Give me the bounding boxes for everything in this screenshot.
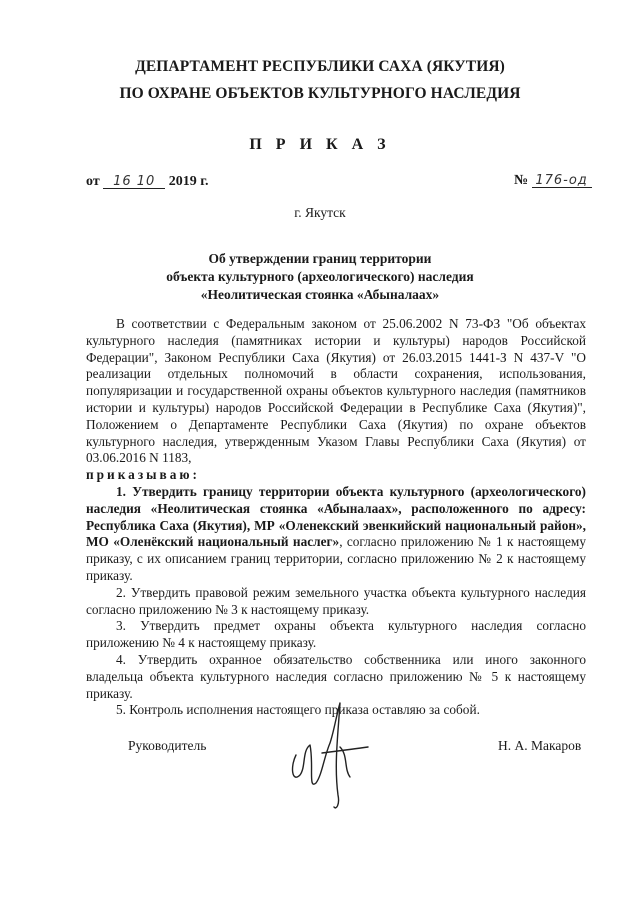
- preamble-paragraph: В соответствии с Федеральным законом от 25.06.2002 N 73-ФЗ "Об объектах культурного наследия (памятниках истории и культуры) народов Российской Федерации", Законом Республики Саха (Якутия) от 26.03.2015 1441-З N 437-V "О реализации отдельных полномочий в области сохранения, использования, популяризации и государственной охраны объектов культурного наследия (памятников истории и культуры) народов Российской Федерации в Республике Саха (Якутия)", Положением о Департаменте Республики Саха (Якутия) по охране объектов культурного наследия, утвержденным Указом Главы Республики Саха (Якутия) от 03.06.2016 N 1183,: [86, 316, 586, 466]
- item-1-bold: 1. Утвердить границу территории объекта культурного (археологического) наследия «Неолитическая стоянка «Абыналаах», расположенного по адресу: Республика Саха (Якутия), МР «Оленекский эвенкийский национальный район», МО «Оленёкский национальный наслег»: [86, 483, 586, 550]
- city: г. Якутск: [294, 205, 346, 220]
- item-1-rest: , согласно приложению № 1 к настоящему приказу, с их описанием границ территории, согласно приложению № 2 к настоящему приказу.: [86, 534, 586, 583]
- signature-handwritten: [278, 695, 378, 815]
- order-date: [86, 174, 208, 190]
- item-2: 2. Утвердить правовой режим земельного участка объекта культурного наследия согласно приложению № 3 к настоящему приказу.: [86, 584, 586, 617]
- subject-line2: объекта культурного (археологического) наследия: [166, 269, 474, 284]
- order-body: [86, 316, 586, 719]
- subject-line3: «Неолитическая стоянка «Абыналаах»: [200, 287, 440, 302]
- order-word: приказываю:: [86, 467, 200, 483]
- date-year: 2019 г.: [168, 174, 209, 189]
- item-3: 3. Утвердить предмет охраны объекта культурного наследия согласно приложению № 4 к настоящему приказу.: [86, 618, 586, 651]
- signature-name: Н. А. Макаров: [498, 738, 582, 753]
- subject-line1: Об утверждении границ территории: [208, 251, 432, 266]
- item-4: 4. Утвердить охранное обязательство собственника или иного законного владельца объекта культурного наследия согласно приложению № 5 к настоящему приказу.: [86, 651, 586, 701]
- document-type-title: П Р И К А З: [249, 136, 391, 153]
- date-handwritten: 16 10: [103, 175, 165, 189]
- signature-role: Руководитель: [128, 738, 207, 753]
- department-name-line2: ПО ОХРАНЕ ОБЪЕКТОВ КУЛЬТУРНОГО НАСЛЕДИЯ: [119, 85, 521, 102]
- date-prefix: от: [86, 174, 100, 189]
- item-1: [86, 484, 586, 585]
- department-name-line1: ДЕПАРТАМЕНТ РЕСПУБЛИКИ САХА (ЯКУТИЯ): [135, 58, 505, 75]
- item-5: 5. Контроль исполнения настоящего приказа оставляю за собой.: [116, 702, 480, 718]
- number-handwritten: 176-од: [532, 174, 592, 188]
- order-number: [514, 173, 592, 189]
- number-prefix: №: [514, 173, 529, 188]
